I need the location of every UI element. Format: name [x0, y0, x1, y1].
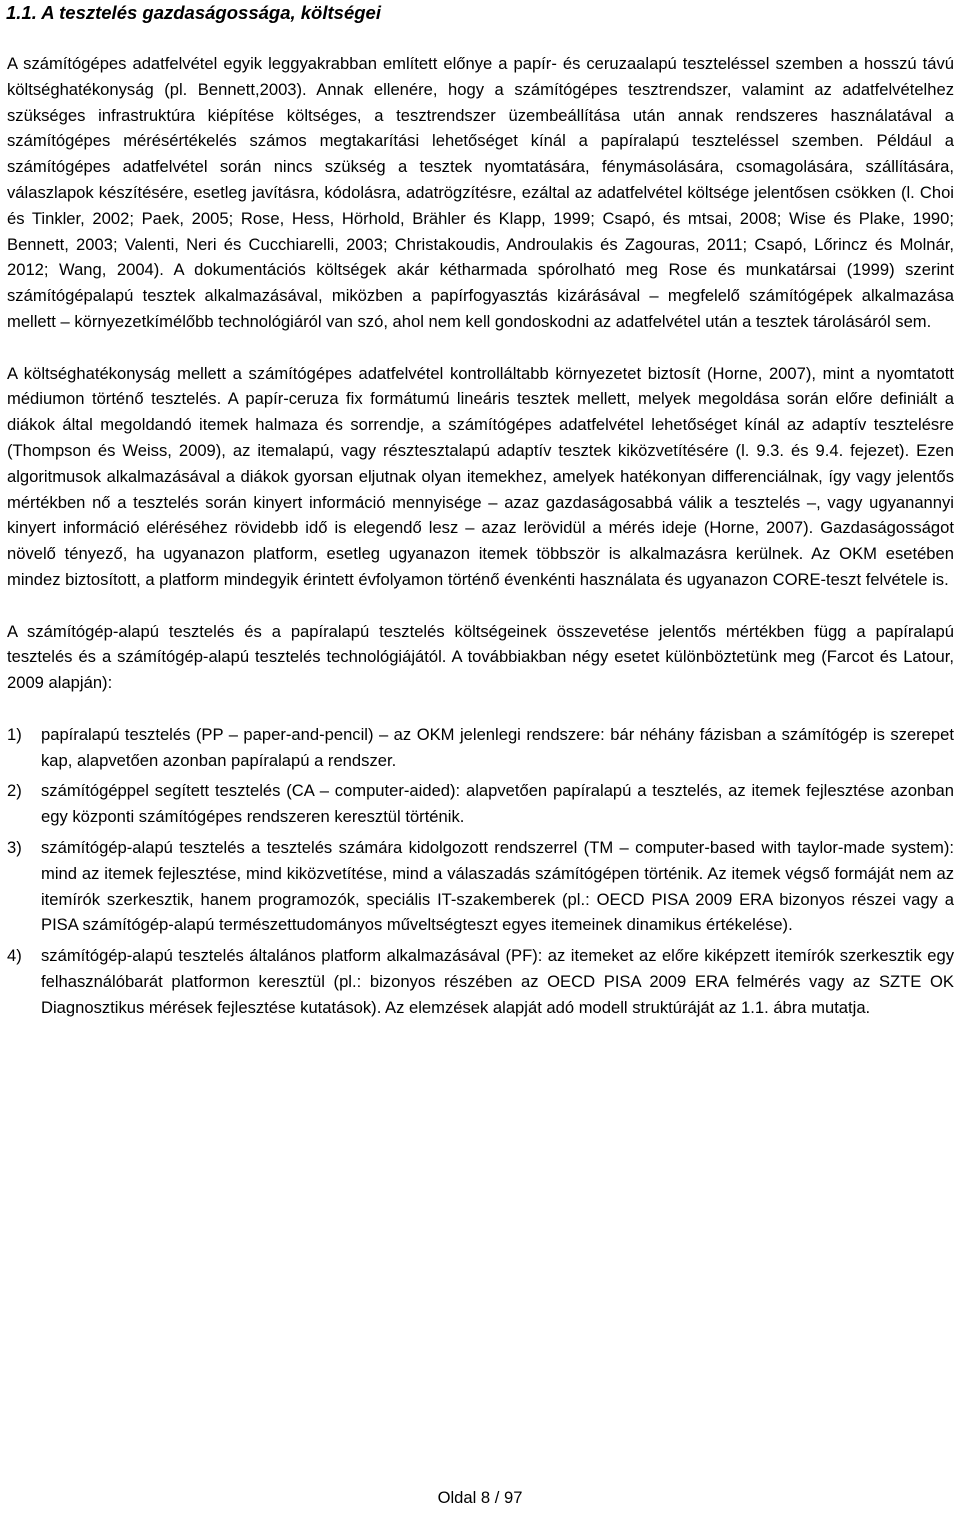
paragraph-comparison-intro: A számítógép-alapú tesztelés és a papíralapú tesztelés költségeinek összevetése jelentős mértékben függ a papíralapú tesztelés és a számítógép-alapú tesztelés technológiájától. A továbbiakban négy esetet különböztetünk meg (Farcot és Latour, 2009 alapján): — [7, 621, 954, 693]
list-item-number: 3) — [7, 837, 22, 857]
list-item — [7, 943, 954, 1020]
list-item-number: 4) — [7, 946, 22, 966]
list-item — [7, 835, 954, 938]
list-item-text: papíralapú tesztelés (PP – paper-and-pencil) – az OKM jelenlegi rendszere: bár néhány fázisban a számítógép is szerepet kap, alapvetően azonban papíralapú a rendszer. — [41, 724, 954, 770]
page-number: Oldal 8 / 97 — [437, 1488, 523, 1507]
testing-types-list — [7, 722, 954, 1021]
paragraph-spacer — [7, 696, 954, 722]
list-item — [7, 778, 954, 830]
list-item-number: 2) — [7, 781, 22, 801]
list-item-text: számítógép-alapú tesztelés a tesztelés számára kidolgozott rendszerrel (TM – computer-based with taylor-made system): mind az itemek fejlesztése, mind kiközvetítése, mind a válaszadás számítógépen történik. Az itemek végső formáját nem az itemírók szerkesztik, hanem programozók, speciális IT-szakemberek (pl.: OECD PISA 2009 ERA bizonyos részei vagy a PISA számítógép-alapú természettudományos műveltségteszt egyes itemeinek dinamikus értékelése). — [41, 837, 954, 935]
body-content — [7, 51, 954, 1025]
list-item-text: számítógép-alapú tesztelés általános platform alkalmazásával (PF): az itemeket az előre kiképzett itemírók szerkesztik egy felhasználóbarát platformon keresztül (pl.: bizonyos részében az OECD PISA 2009 ERA felmérés vagy az SZTE OK Diagnosztikus mérések fejlesztése kutatások). Az elemzések alapját adó modell struktúráját az 1.1. ábra mutatja. — [41, 946, 954, 1017]
paragraph-spacer — [7, 593, 954, 619]
paragraph-cost-efficiency: A számítógépes adatfelvétel egyik leggyakrabban említett előnye a papír- és ceruzaalapú teszteléssel szemben a hosszú távú költséghatékonyság (pl. Bennett,2003). Annak ellenére, hogy a számítógépes tesztrendszer, valamint az adatfelvételhez szükséges infrastruktúra kiépítése költséges, a tesztrendszer üzembeállítása után annak rendszeres használatával a számítógépes mérésértékelés számos megtakarítási lehetőséget kínál a papíralapú teszteléssel szemben. Például a számítógépes adatfelvétel során nincs szükség a tesztek nyomtatására, fénymásolására, csomagolására, szállítására, válaszlapok készítésére, esetleg javításra, kódolásra, adatrögzítésre, ezáltal az adatfelvétel költsége jelentősen csökken (l. Choi és Tinkler, 2002; Paek, 2005; Rose, Hess, Hörhold, Brähler és Klapp, 1999; Csapó, és mtsai, 2008; Wise és Plake, 1990; Bennett, 2003; Valenti, Neri és Cucchiarelli, 2003; Christakoudis, Androulakis és Zagouras, 2011; Csapó, Lőrincz és Molnár, 2012; Wang, 2004). A dokumentációs költségek akár kétharmada spórolható meg Rose és munkatársai (1999) szerint számítógépalapú tesztek alkalmazásával, miközben a papírfogyasztás kizárásával – megfelelő számítógépek alkalmazása mellett – környezetkímélőbb technológiáról van szó, ahol nem kell gondoskodni az adatfelvétel után a tesztek tárolásáról sem. — [7, 54, 954, 331]
paragraph-controlled-environment: A költséghatékonyság mellett a számítógépes adatfelvétel kontrolláltabb környezetet biztosít (Horne, 2007), mint a nyomtatott médiumon történő tesztelés. A papír-ceruza fix formátumú lineáris tesztek mellett, melyek megoldása során előre definiált a diákok által megoldandó itemek halmaza és sorrendje, a számítógépes adatfelvétel lehetőséget kínál az adaptív tesztelésre (Thompson és Weiss, 2009), az itemalapú, vagy résztesztalapú adaptív tesztek kiközvetítésére (l. 9.3. és 9.4. fejezet). Ezen algoritmusok alkalmazásával a diákok gyorsan eljutnak olyan itemekhez, amelyek hatékonyan differenciálnak, így vagy jelentős mértékben nő a tesztelés során kinyert információ mennyisége – azaz gazdaságosabbá válik a tesztelés –, vagy ugyanannyi kinyert információ eléréséhez rövidebb idő is elegendő lesz – azaz lerövidül a mérés ideje (Horne, 2007). Gazdaságosságot növelő tényező, ha ugyanazon platform, esetleg ugyanazon itemek többször is alkalmazásra kerülnek. Az OKM esetében mindez biztosított, a platform mindegyik érintett évfolyamon történő évenkénti használata és ugyanazon CORE-teszt felvétele is. — [7, 363, 954, 589]
list-item-number: 1) — [7, 724, 22, 744]
section-heading: 1.1. A tesztelés gazdaságossága, költségei — [6, 2, 381, 23]
list-item — [7, 722, 954, 774]
list-item-text: számítógéppel segített tesztelés (CA – computer-aided): alapvetően papíralapú a tesztelés, az itemek fejlesztése azonban egy központi számítógépes rendszeren keresztül történik. — [41, 781, 954, 827]
paragraph-spacer — [7, 335, 954, 361]
